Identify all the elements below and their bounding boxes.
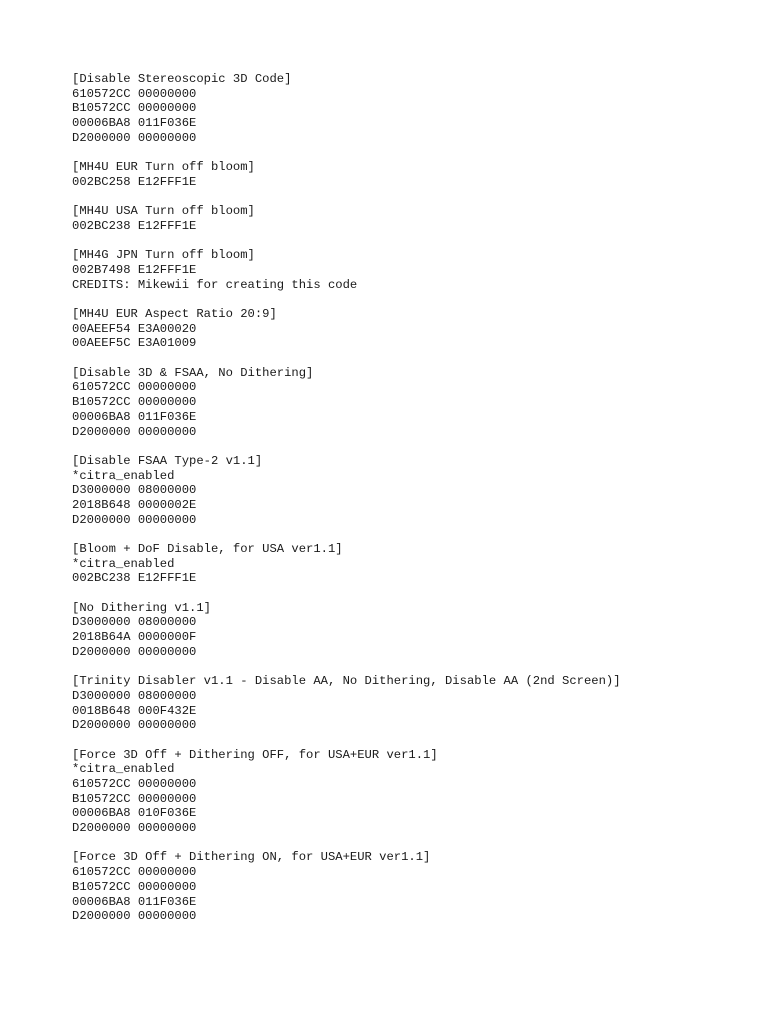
code-line: 002BC238 E12FFF1E	[72, 218, 197, 233]
code-line: D3000000 08000000	[72, 483, 197, 498]
code-line: D2000000 00000000	[72, 644, 197, 659]
code-line: D2000000 00000000	[72, 130, 197, 145]
code-line: 00006BA8 011F036E	[72, 116, 197, 131]
code-line: CREDITS: Mikewii for creating this code	[72, 277, 358, 292]
code-line: D2000000 00000000	[72, 512, 197, 527]
cheat-title: [Force 3D Off + Dithering OFF, for USA+EUR ver1.1]	[72, 747, 438, 762]
code-line: 0018B648 000F432E	[72, 703, 197, 718]
cheat-title: [MH4G JPN Turn off bloom]	[72, 248, 255, 263]
code-line: D2000000 00000000	[72, 424, 197, 439]
cheat-block	[72, 366, 752, 439]
code-line: *citra_enabled	[72, 556, 175, 571]
code-line: 610572CC 00000000	[72, 380, 197, 395]
cheat-block	[72, 542, 752, 586]
code-line: B10572CC 00000000	[72, 791, 197, 806]
cheat-title: [Disable Stereoscopic 3D Code]	[72, 72, 292, 86]
code-line: B10572CC 00000000	[72, 879, 197, 894]
code-line: *citra_enabled	[72, 468, 175, 483]
code-line: 00AEEF54 E3A00020	[72, 321, 197, 336]
cheat-title: [MH4U EUR Aspect Ratio 20:9]	[72, 307, 277, 321]
code-line: 00006BA8 010F036E	[72, 806, 197, 821]
code-line: 2018B64A 0000000F	[72, 630, 197, 645]
code-line: 00006BA8 011F036E	[72, 409, 197, 424]
code-line: 002B7498 E12FFF1E	[72, 262, 197, 277]
code-line: B10572CC 00000000	[72, 395, 197, 410]
code-line: D2000000 00000000	[72, 821, 197, 836]
cheat-title: [Disable 3D & FSAA, No Dithering]	[72, 365, 314, 380]
cheat-title: [Bloom + DoF Disable, for USA ver1.1]	[72, 542, 343, 556]
cheat-block	[72, 850, 752, 923]
code-line: 610572CC 00000000	[72, 86, 197, 101]
cheat-block	[72, 248, 752, 292]
code-line: D3000000 08000000	[72, 688, 197, 703]
code-line: D3000000 08000000	[72, 615, 197, 630]
cheat-code-document	[72, 72, 752, 939]
code-line: 002BC238 E12FFF1E	[72, 571, 197, 586]
code-line: 2018B648 0000002E	[72, 497, 197, 512]
cheat-title: [No Dithering v1.1]	[72, 600, 211, 615]
code-line: 002BC258 E12FFF1E	[72, 174, 197, 189]
cheat-block	[72, 160, 752, 189]
code-line: *citra_enabled	[72, 762, 175, 777]
cheat-title: [Disable FSAA Type-2 v1.1]	[72, 453, 263, 468]
code-line: D2000000 00000000	[72, 718, 197, 733]
code-line: 610572CC 00000000	[72, 777, 197, 791]
cheat-block	[72, 204, 752, 233]
cheat-title: [Trinity Disabler v1.1 - Disable AA, No Dithering, Disable AA (2nd Screen)]	[72, 674, 621, 689]
code-line: 00AEEF5C E3A01009	[72, 336, 197, 351]
cheat-title: [MH4U EUR Turn off bloom]	[72, 160, 255, 175]
code-line: D2000000 00000000	[72, 909, 197, 924]
cheat-block	[72, 72, 752, 145]
cheat-block	[72, 748, 752, 836]
cheat-block	[72, 674, 752, 733]
cheat-title: [MH4U USA Turn off bloom]	[72, 204, 255, 219]
code-line: 00006BA8 011F036E	[72, 894, 197, 909]
cheat-block	[72, 601, 752, 660]
code-line: B10572CC 00000000	[72, 101, 197, 116]
cheat-title: [Force 3D Off + Dithering ON, for USA+EUR ver1.1]	[72, 850, 431, 865]
code-line: 610572CC 00000000	[72, 865, 197, 880]
cheat-block	[72, 307, 752, 351]
cheat-block	[72, 454, 752, 527]
